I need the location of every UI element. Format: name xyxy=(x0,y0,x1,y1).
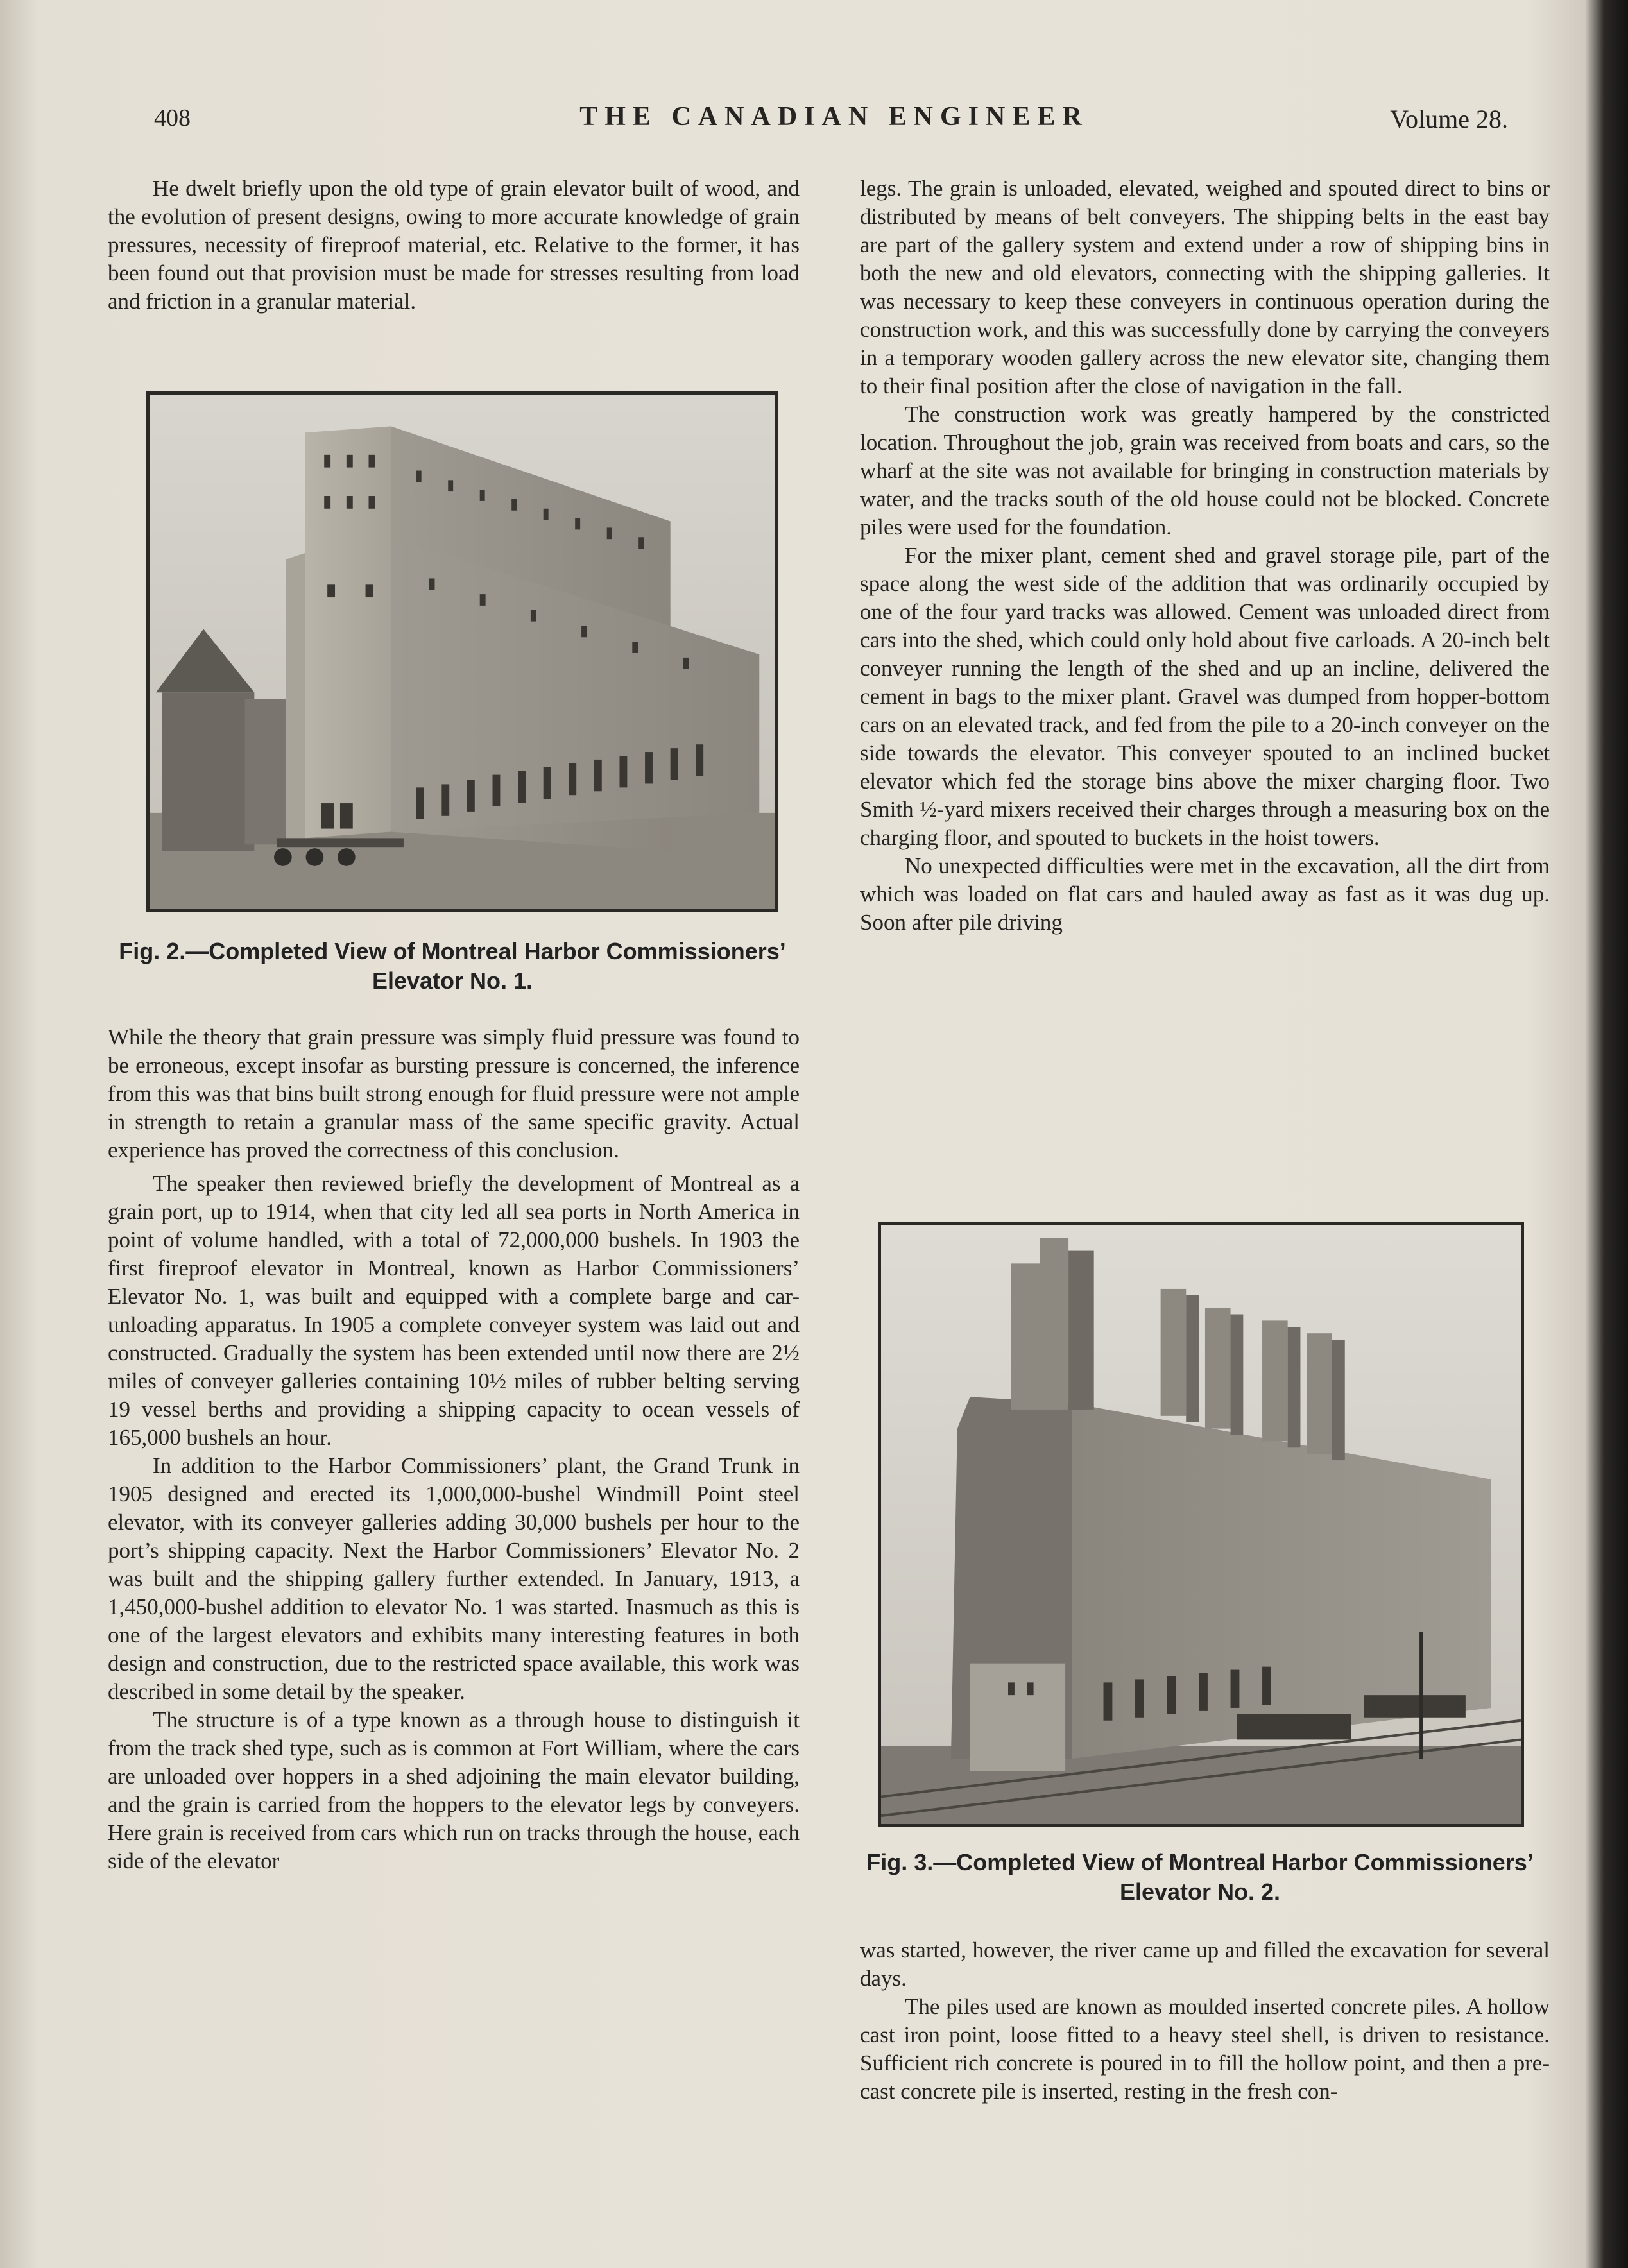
paragraph: The piles used are known as moulded inserted concrete piles. A hollow cast iron point, loose fitted to a heavy steel shell, is driven to resistance. Sufficient rich concrete is poured in to fill the hollow point, and then a pre-cast concrete pile is inserted, resting in the fresh con- xyxy=(860,1994,1550,2104)
left-top-text xyxy=(108,175,800,316)
paragraph: While the theory that grain pressure was simply fluid pressure was found to be erroneous, except insofar as bursting pressure is concerned, the inference from this was that bins built strong enough for fluid pressure were not ample in strength to retain a granular mass of the same specific gravity. Actual experience has proved the correctness of this conclusion. xyxy=(108,1025,800,1163)
right-bottom-text xyxy=(860,1936,1550,2106)
paragraph: For the mixer plant, cement shed and gravel storage pile, part of the space along the west side of the addition that was ordinarily occupied by one of the four yard tracks was allowed. Cement was unloaded direct from cars into the shed, which could only hold about five carloads. A 20-inch belt conveyer running the length of the shed and up an incline, delivered the cement in bags to the mixer plant. Gravel was dumped from hopper-bottom cars on an elevated track, and fed from the pile to a 20-inch conveyer on the side towards the elevator. This conveyer spouted to an inclined bucket elevator which fed the storage bins above the mixer charging floor. Two Smith ½-yard mixers received their charges through a measuring box on the charging floor, and spouted to buckets in the hoist towers. xyxy=(860,543,1550,850)
volume-label: Volume 28. xyxy=(1390,105,1508,133)
figure-3-caption: Fig. 3.—Completed View of Montreal Harbor Commissioners’ Elevator No. 2. xyxy=(866,1849,1534,1905)
figure-3-photo xyxy=(878,1222,1524,1827)
page-number: 408 xyxy=(154,105,191,132)
paragraph: In addition to the Harbor Commissioners’ plant, the Grand Trunk in 1905 designed and erected its 1,000,000-bushel Windmill Point steel elevator, with its conveyer galleries adding 30,000 bushels per hour to the port’s shipping capacity. Next the Harbor Commissioners’ Elevator No. 2 was built and the shipping gallery further extended. In January, 1913, a 1,450,000-bushel addition to elevator No. 1 was started. Inasmuch as this is one of the largest elevators and exhibits many interesting features in both design and construction, due to the restricted space available, this work was described in some detail by the speaker. xyxy=(108,1453,800,1704)
paragraph: The speaker then reviewed briefly the development of Montreal as a grain port, up to 1914, when that city led all sea ports in North America in point of volume handled, with a total of 72,000,000 bushels. In 1903 the first fireproof elevator in Montreal, known as Harbor Commissioners’ Elevator No. 1, was built and equipped with a complete barge and car-unloading apparatus. In 1905 a complete conveyer system was laid out and constructed. Gradually the system has been extended until now there are 2½ miles of conveyer galleries containing 10½ miles of rubber belting serving 19 vessel berths and providing a shipping capacity to ocean vessels of 165,000 bushels an hour. xyxy=(108,1171,800,1450)
left-body-text xyxy=(108,1023,800,1875)
paragraph: legs. The grain is unloaded, elevated, weighed and spouted direct to bins or distributed by means of belt conveyers. The shipping belts in the east bay are part of the gallery system and extend under a row of shipping bins in both the new and old elevators, connecting with the shipping galleries. It was necessary to keep these conveyers in continuous operation during the construction work, and this was successfully done by carrying the conveyers in a temporary wooden gallery across the new elevator site, changing them to their final position after the close of navigation in the fall. xyxy=(860,176,1550,398)
paragraph: He dwelt briefly upon the old type of grain elevator built of wood, and the evolution of present designs, owing to more accurate knowledge of grain pressures, necessity of fireproof material, etc. Relative to the former, it has been found out that provision must be made for stresses resulting from load and friction in a granular material. xyxy=(108,176,800,314)
figure-2-caption: Fig. 2.—Completed View of Montreal Harbor Commissioners’ Elevator No. 1. xyxy=(119,938,786,994)
right-top-text xyxy=(860,175,1550,937)
elevator-no1-illustration xyxy=(150,395,775,909)
paragraph: The structure is of a type known as a through house to distinguish it from the track shed type, such as is common at Fort William, where the cars are unloaded over hoppers in a shed adjoining the main elevator building, and the grain is carried from the hoppers to the elevator legs by conveyers. Here grain is received from cars which run on tracks through the house, each side of the elevator xyxy=(108,1707,800,1873)
paragraph: The construction work was greatly hampered by the constricted location. Throughout the job, grain was received from boats and cars, so the wharf at the site was not available for bringing in construction materials by water, and the tracks south of the old house could not be blocked. Concrete piles were used for the foundation. xyxy=(860,402,1550,540)
page-header xyxy=(154,96,1514,141)
elevator-no2-illustration xyxy=(881,1225,1521,1824)
figure-2-photo xyxy=(146,391,778,912)
paragraph: No unexpected difficulties were met in the excavation, all the dirt from which was loaded on flat cars and hauled away as fast as it was dug up. Soon after pile driving xyxy=(860,853,1550,935)
paragraph: was started, however, the river came up and filled the excavation for several days. xyxy=(860,1938,1550,1991)
journal-title: THE CANADIAN ENGINEER xyxy=(579,102,1089,132)
